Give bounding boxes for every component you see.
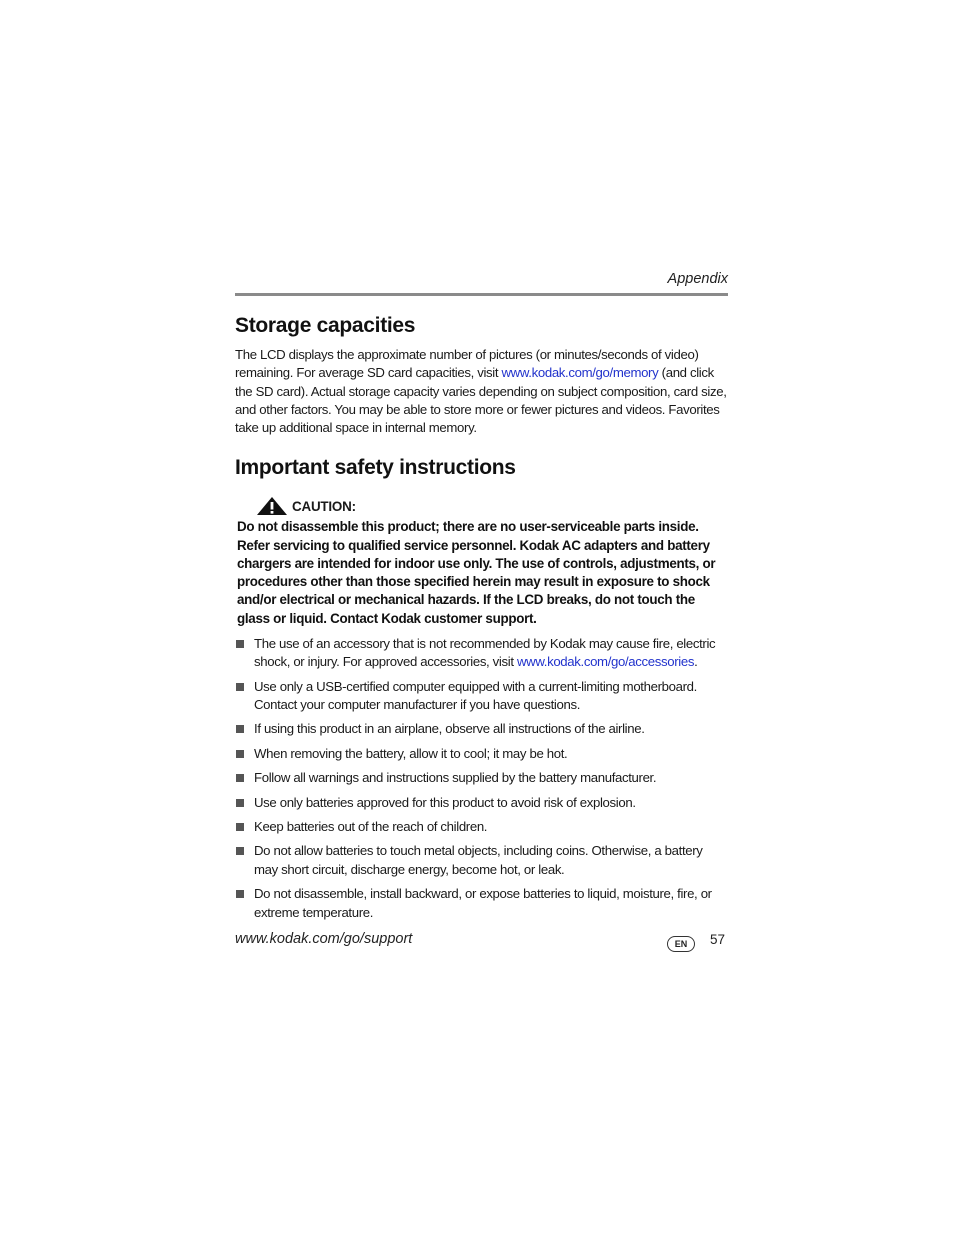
square-bullet-icon [236,823,244,831]
list-item [235,678,728,715]
square-bullet-icon [236,725,244,733]
header-rule [235,293,728,296]
list-item [235,885,728,922]
bullet-text: Use only a USB-certified computer equipped with a current-limiting motherboard. Contact your computer manufacturer if you have questions. [254,678,697,712]
support-url: www.kodak.com/go/support [235,931,413,947]
bullet-text: Follow all warnings and instructions supplied by the battery manufacturer. [254,770,657,786]
list-item [235,769,728,787]
bullet-text: If using this product in an airplane, observe all instructions of the airline. [254,721,645,737]
caution-text: Do not disassemble this product; there are no user-serviceable parts inside. Refer servicing to qualified service personnel. Kodak AC adapters and battery chargers are intended for indoor use only. The use of controls, adjustments, or procedures other than those specified herein may result in exposure to shock and/or electrical or mechanical hazards. If the LCD breaks, do not touch the glass or liquid. Contact Kodak customer support. [237,519,716,626]
square-bullet-icon [236,640,244,648]
storage-heading: Storage capacities [235,314,416,337]
list-item [235,818,728,836]
page-number: 57 [709,932,725,947]
language-badge: EN [667,936,695,952]
accessories-link[interactable]: www.kodak.com/go/accessories [516,654,695,670]
caution-label: CAUTION: [292,498,356,514]
page-footer [235,930,728,954]
page-content [235,268,728,928]
caution-header [256,496,728,516]
safety-heading: Important safety instructions [235,456,516,480]
bullet-text: Keep batteries out of the reach of children. [254,818,488,834]
square-bullet-icon [236,683,244,691]
running-head: Appendix [667,271,728,287]
storage-text-1: The LCD displays the approximate number of pictures (or minutes/seconds of video) remaining. For average SD card capacities, visit [235,347,699,381]
bullet-text: Use only batteries approved for this product to avoid risk of explosion. [254,794,636,810]
safety-list [235,635,728,922]
square-bullet-icon [236,750,244,758]
list-item [235,635,728,672]
square-bullet-icon [236,890,244,898]
bullet-text: When removing the battery, allow it to cool; it may be hot. [254,745,568,761]
square-bullet-icon [236,799,244,807]
bullet-text: Do not allow batteries to touch metal objects, including coins. Otherwise, a battery may short circuit, discharge energy, become hot, or leak. [254,843,703,877]
warning-triangle-icon [256,496,288,516]
square-bullet-icon [236,774,244,782]
list-item [235,745,728,763]
square-bullet-icon [236,847,244,855]
memory-link[interactable]: www.kodak.com/go/memory [501,365,659,381]
bullet-text-end: . [694,654,698,670]
list-item [235,794,728,812]
bullet-text: Do not disassemble, install backward, or expose batteries to liquid, moisture, fire, or extreme temperature. [254,886,712,920]
list-item [235,842,728,879]
bullet-text: The use of an accessory that is not recommended by Kodak may cause fire, electric shock, or injury. For approved accessories, visit [254,635,716,670]
storage-paragraph [235,346,728,437]
list-item [235,720,728,738]
storage-text-2: (and click the SD card). Actual storage capacity varies depending on subject composition, card size, and other factors. You may be able to store more or fewer pictures and videos. Favorites take up additional space in internal memory. [235,365,727,436]
